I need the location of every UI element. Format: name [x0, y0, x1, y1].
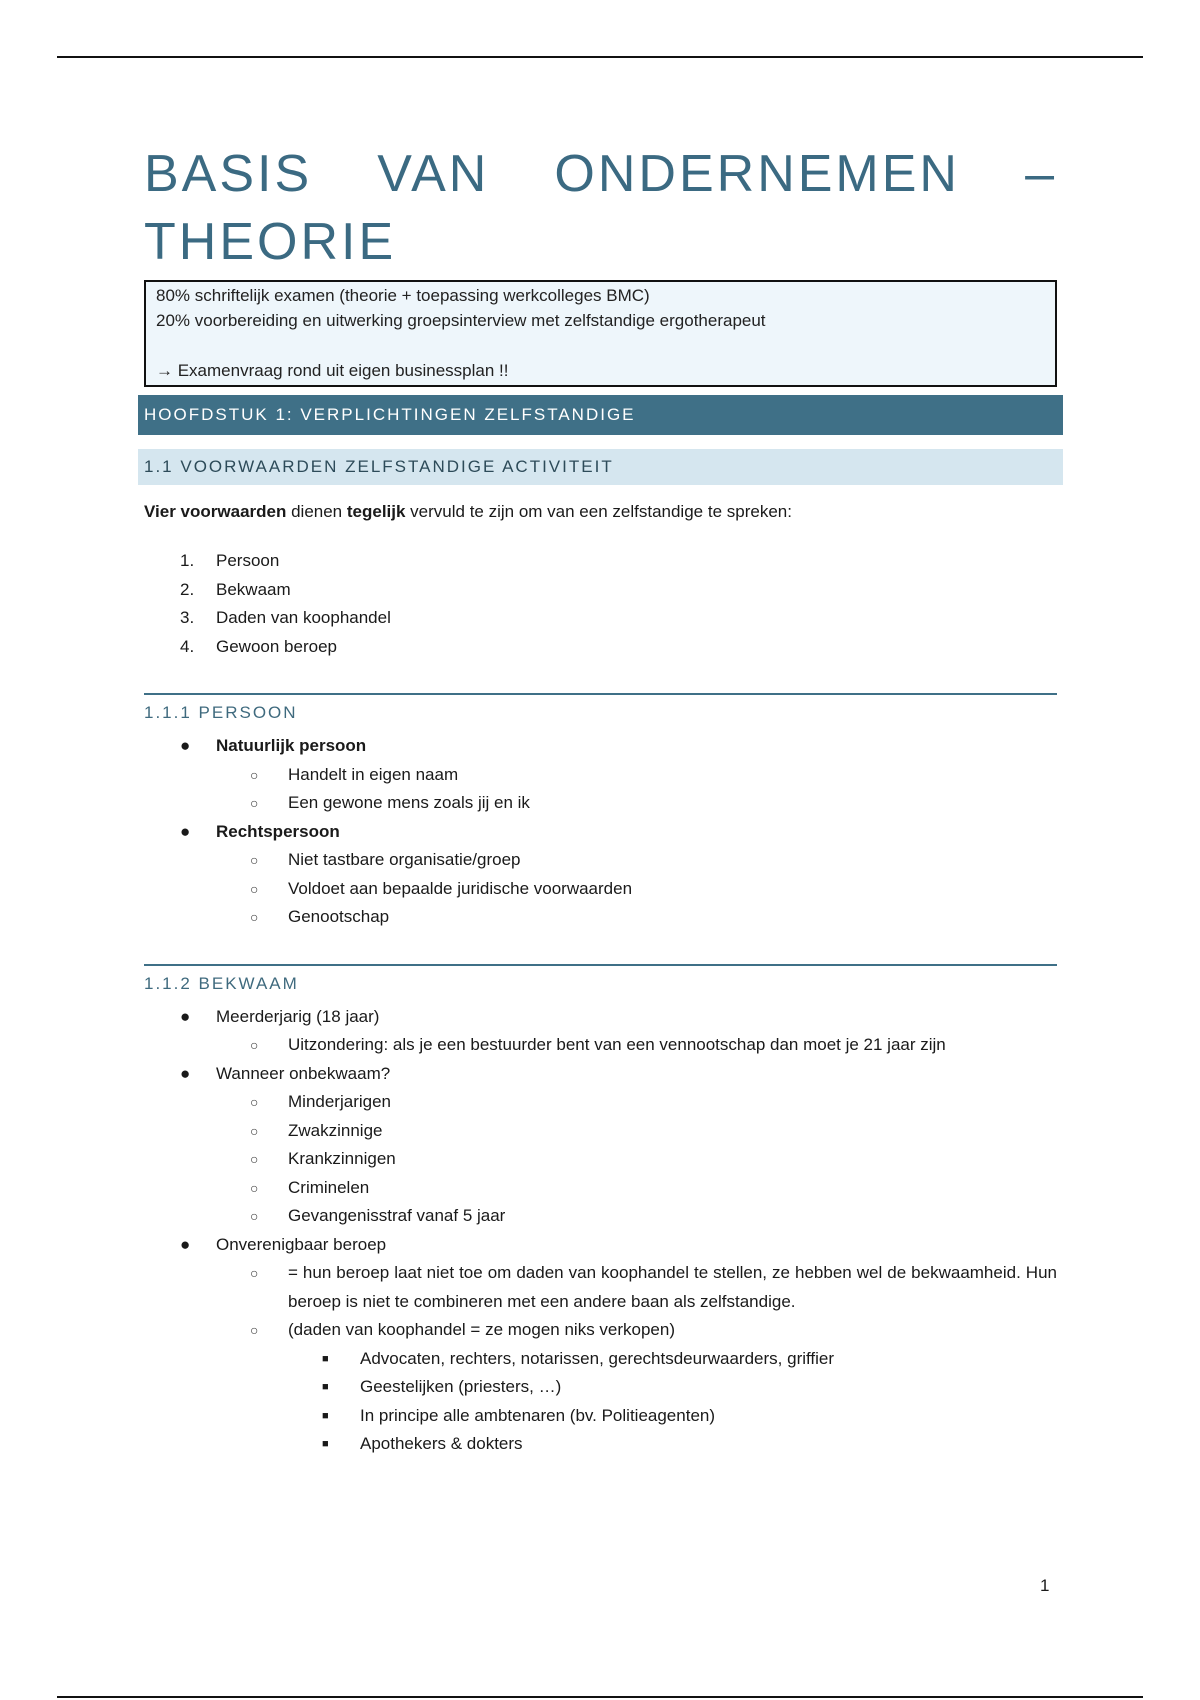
subsection-heading-bekwaam: 1.1.2 BEKWAAM: [144, 964, 1057, 995]
square-bullet-icon: ■: [322, 1381, 329, 1393]
circle-bullet-icon: ○: [250, 880, 259, 897]
list-item: ○ Uitzondering: als je een bestuurder bent van een vennootschap dan moet je 21 jaar zijn: [216, 1031, 1057, 1060]
square-bullet-icon: ■: [322, 1438, 329, 1450]
list-item: ● Wanneer onbekwaam? ○ Minderjarigen ○ Zwakzinnige ○ Krankzinnigen ○ Criminelen ○ Gevangenisstraf vanaf 5 jaar: [144, 1060, 1057, 1231]
circle-bullet-icon: ○: [250, 1094, 259, 1110]
list-item: 4. Gewoon beroep: [180, 636, 337, 656]
list-item: ● Rechtspersoon ○ Niet tastbare organisatie/groep ○ Voldoet aan bepaalde juridische voorwaarden ○ Genootschap: [144, 818, 1057, 932]
bullet-icon: ●: [180, 736, 191, 755]
subsection-heading-persoon: 1.1.1 PERSOON: [144, 693, 1057, 724]
list-item: ○ Genootschap: [216, 903, 1057, 932]
list-item: ○ Minderjarigen: [216, 1088, 1057, 1117]
list-item: ○ Criminelen: [216, 1174, 1057, 1203]
list-item: ○ Gevangenisstraf vanaf 5 jaar: [216, 1202, 1057, 1231]
list-item: ○ (daden van koophandel = ze mogen niks verkopen) ■ Advocaten, rechters, notarissen, gerechtsdeurwaarders, griffier ■ Geestelijken (priesters, …) ■ In principe alle ambtenaren (bv. Politieagenten) ■ Apothekers & dokters: [216, 1316, 1057, 1459]
list-item: ● Meerderjarig (18 jaar) ○ Uitzondering: als je een bestuurder bent van een vennootschap dan moet je 21 jaar zijn: [144, 1003, 1057, 1060]
circle-bullet-icon: ○: [250, 1037, 259, 1053]
exam-info-line: → Examenvraag rond uit eigen businessplan !!: [156, 361, 509, 380]
circle-bullet-icon: ○: [250, 1151, 259, 1167]
circle-bullet-icon: ○: [250, 1179, 259, 1196]
header-rule: [57, 56, 1143, 58]
footer-rule: [57, 1696, 1143, 1698]
circle-bullet-icon: ○: [250, 909, 259, 925]
section-heading: 1.1 VOORWAARDEN ZELFSTANDIGE ACTIVITEIT: [138, 449, 1063, 485]
intro-paragraph: Vier voorwaarden dienen tegelijk vervuld te zijn om van een zelfstandige te spreken:: [144, 502, 792, 521]
circle-bullet-icon: ○: [250, 852, 259, 868]
exam-info-box: [144, 280, 1057, 387]
square-bullet-icon: ■: [322, 1352, 329, 1365]
list-item: ● Onverenigbaar beroep ○ = hun beroep laat niet toe om daden van koophandel te stellen, ze hebben wel de bekwaamheid. Hun beroep is niet te combineren met een andere baan als zelfstandige. ○ (daden van koophandel = ze mogen niks verkopen) ■ Advocaten, rechters, notarissen, gerechtsdeurwaarders, griffier ■ Geestelijken (priesters, …) ■ In principe alle ambtenaren (bv. Politieagenten) ■ Apothekers & dokters: [144, 1231, 1057, 1459]
circle-bullet-icon: ○: [250, 1208, 259, 1224]
circle-bullet-icon: ○: [250, 795, 259, 811]
list-item: 3. Daden van koophandel: [180, 608, 391, 627]
list-item: 1. Persoon: [180, 551, 280, 570]
list-item: ○ Zwakzinnige: [216, 1117, 1057, 1146]
list-item: ○ Voldoet aan bepaalde juridische voorwaarden: [216, 875, 1057, 904]
circle-bullet-icon: ○: [250, 1322, 259, 1338]
bullet-icon: ●: [180, 821, 191, 841]
page-number: 1: [1040, 1576, 1050, 1595]
list-item: ○ Een gewone mens zoals jij en ik: [216, 789, 1057, 818]
bullet-icon: ●: [180, 1234, 191, 1254]
list-item: ■ Apothekers & dokters: [288, 1430, 1057, 1459]
exam-info-line: 20% voorbereiding en uitwerking groepsinterview met zelfstandige ergotherapeut: [156, 311, 766, 330]
list-item: ● Natuurlijk persoon ○ Handelt in eigen naam ○ Een gewone mens zoals jij en ik: [144, 732, 1057, 818]
circle-bullet-icon: ○: [250, 1122, 259, 1139]
list-item: ■ Advocaten, rechters, notarissen, gerechtsdeurwaarders, griffier: [288, 1345, 1057, 1374]
list-item: ○ Krankzinnigen: [216, 1145, 1057, 1174]
document-title: BASIS VAN ONDERNEMEN – THEORIE: [144, 145, 1057, 271]
list-item: 2. Bekwaam: [180, 579, 291, 599]
bekwaam-list: [144, 1003, 1057, 1459]
document-body: [144, 140, 1057, 1459]
circle-bullet-icon: ○: [250, 766, 259, 783]
bullet-icon: ●: [180, 1006, 191, 1026]
conditions-list: [144, 547, 1057, 661]
bullet-icon: ●: [180, 1063, 191, 1083]
list-item: ■ Geestelijken (priesters, …): [288, 1373, 1057, 1402]
persoon-list: [144, 732, 1057, 932]
square-bullet-icon: ■: [322, 1409, 329, 1422]
circle-bullet-icon: ○: [250, 1265, 259, 1281]
list-item: ○ Niet tastbare organisatie/groep: [216, 846, 1057, 875]
list-item: ○ Handelt in eigen naam: [216, 761, 1057, 790]
list-item: ○ = hun beroep laat niet toe om daden van koophandel te stellen, ze hebben wel de bekwaamheid. Hun beroep is niet te combineren met een andere baan als zelfstandige.: [216, 1259, 1057, 1316]
list-item: ■ In principe alle ambtenaren (bv. Politieagenten): [288, 1402, 1057, 1431]
chapter-heading: HOOFDSTUK 1: VERPLICHTINGEN ZELFSTANDIGE: [138, 395, 1063, 435]
exam-info-line: 80% schriftelijk examen (theorie + toepassing werkcolleges BMC): [156, 286, 650, 305]
